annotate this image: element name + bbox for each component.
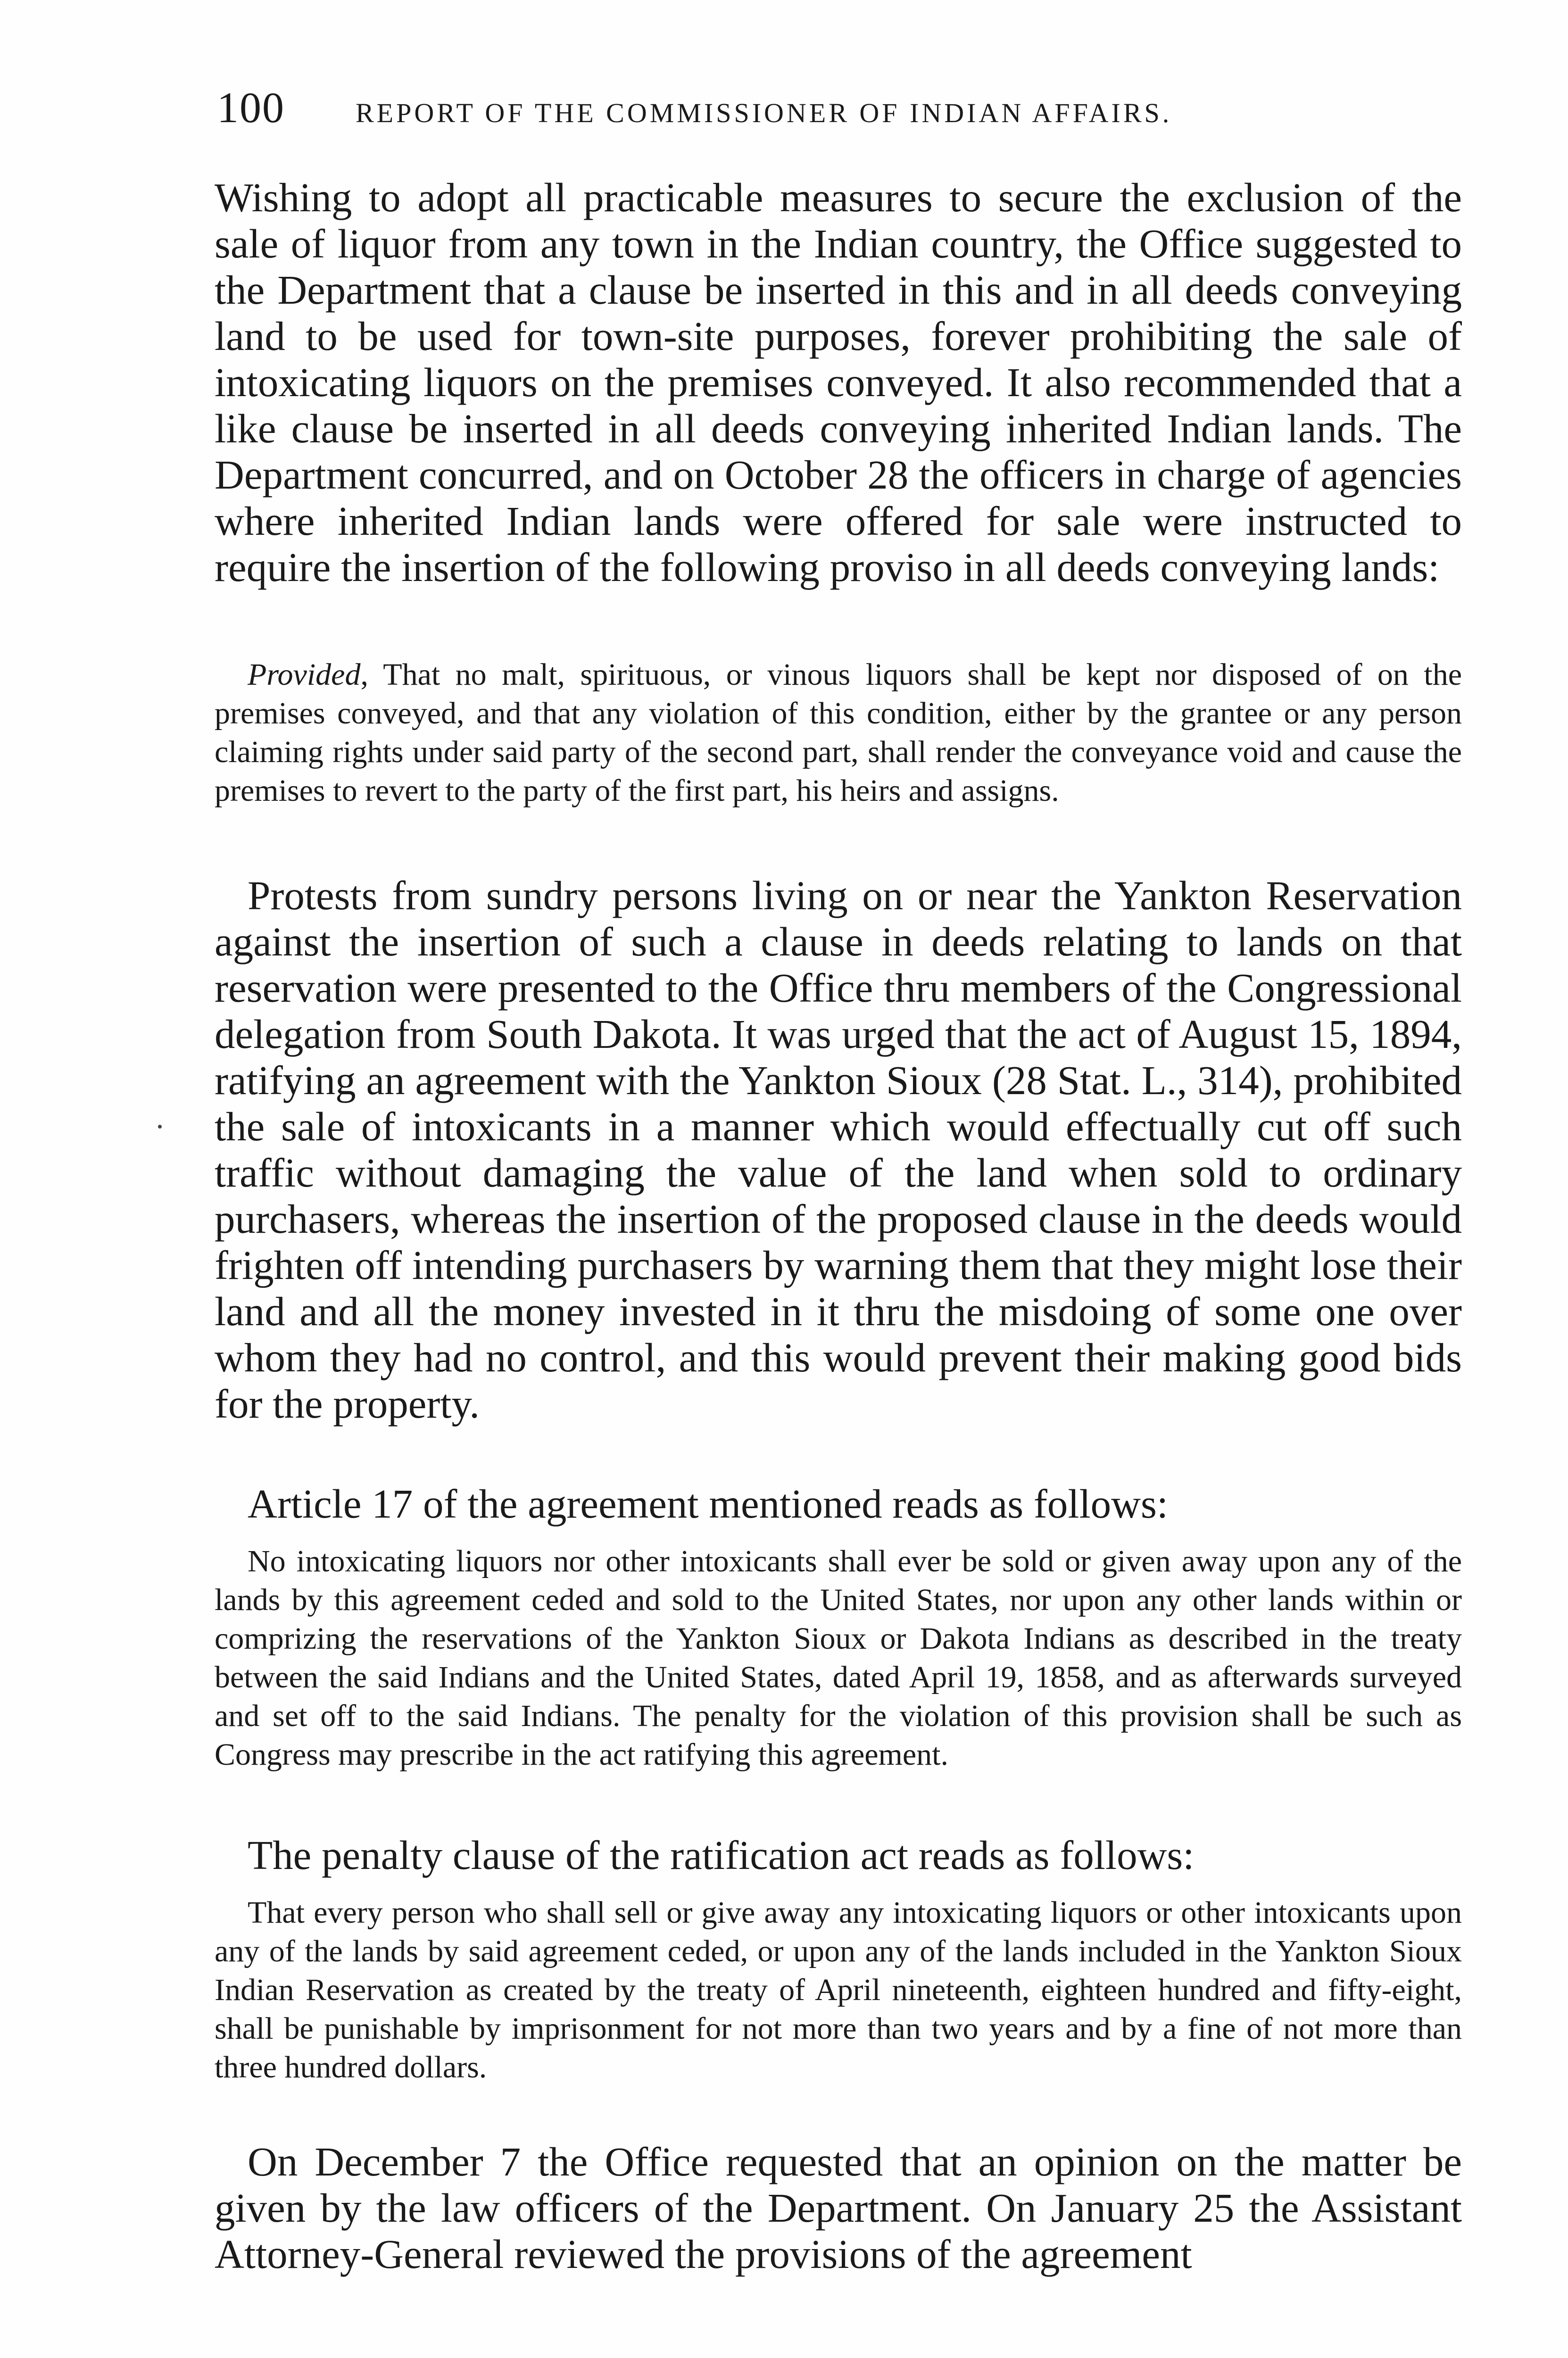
paragraph-penalty-intro: The penalty clause of the ratification act reads as follows: xyxy=(248,1832,1195,1878)
page-header xyxy=(217,83,1368,139)
paragraph-opinion-request: On December 7 the Office requested that an opinion on the matter be given by the law officers of the Department. On January 25 the Assistant Attorney-General reviewed the provisions of the agreement xyxy=(215,2139,1462,2277)
ink-speck xyxy=(158,1125,162,1129)
paragraph-liquor-exclusion: Wishing to adopt all practicable measures to secure the exclusion of the sale of liquor from any town in the Indian country, the Office suggested to the Department that a clause be inserted in this and in all deeds conveying land to be used for town-site purposes, forever prohibiting the sale of intoxicating liquors on the premises conveyed. It also recommended that a like clause be inserted in all deeds conveying inherited Indian lands. The Department concurred, and on October 28 the officers in charge of agencies where inherited Indian lands were offered for sale were instructed to require the insertion of the following proviso in all deeds conveying lands: xyxy=(215,174,1462,590)
proviso-lead: Provided xyxy=(248,657,361,692)
page-number: 100 xyxy=(217,83,285,132)
proviso-extract xyxy=(215,656,1462,810)
running-title: REPORT OF THE COMMISSIONER OF INDIAN AFFAIRS. xyxy=(356,98,1172,128)
proviso-text: , That no malt, spirituous, or vinous liquors shall be kept nor disposed of on the premises conveyed, and that any violation of this condition, either by the grantee or any person claiming rights under said party of the second part, shall render the conveyance void and cause the premises to revert to the party of the first part, his heirs and assigns. xyxy=(215,657,1462,808)
paragraph-yankton-protests: Protests from sundry persons living on or near the Yankton Reservation against the insertion of such a clause in deeds relating to lands on that reservation were presented to the Office thru members of the Congressional delegation from South Dakota. It was urged that the act of August 15, 1894, ratifying an agreement with the Yankton Sioux (28 Stat. L., 314), prohibited the sale of intoxicants in a manner which would effectually cut off such traffic without damaging the value of the land when sold to ordinary purchasers, whereas the insertion of the proposed clause in the deeds would frighten off intending purchasers by warning them that they might lose their land and all the money invested in it thru the misdoing of some one over whom they had no control, and this would prevent their making good bids for the property. xyxy=(215,872,1462,1427)
article-17-extract: No intoxicating liquors nor other intoxicants shall ever be sold or given away upon any of the lands by this agreement ceded and sold to the United States, nor upon any other lands within or comprizing the reservations of the Yankton Sioux or Dakota Indians as described in the treaty between the said Indians and the United States, dated April 19, 1858, and as afterwards surveyed and set off to the said Indians. The penalty for the violation of this provision shall be such as Congress may prescribe in the act ratifying this agreement. xyxy=(215,1544,1462,1772)
paragraph-article-17-intro: Article 17 of the agreement mentioned reads as follows: xyxy=(248,1481,1169,1527)
penalty-clause-extract: That every person who shall sell or give away any intoxicating liquors or other intoxicants upon any of the lands by said agreement ceded, or upon any of the lands included in the Yankton Sioux Indian Reservation as created by the treaty of April nineteenth, eighteen hundred and fifty-eight, shall be punishable by imprisonment for not more than two years and by a fine of not more than three hundred dollars. xyxy=(215,1895,1462,2084)
